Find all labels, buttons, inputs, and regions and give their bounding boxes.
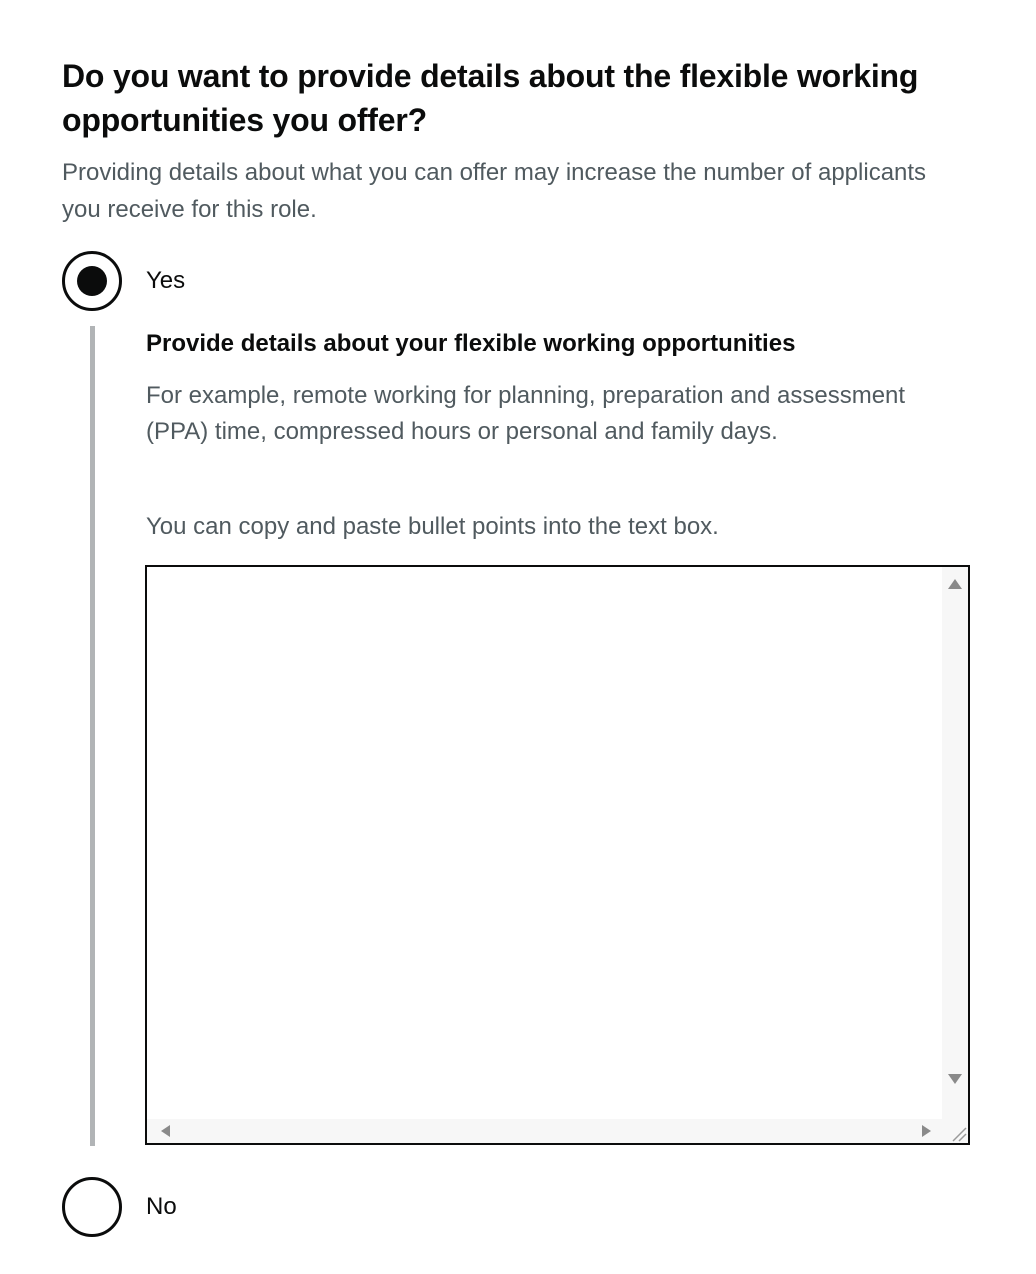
radio-label-yes: Yes: [146, 267, 186, 294]
details-field-hint: For example, remote working for planning, preparation and assessment (PPA) time, compressed hours or personal and family days.: [146, 382, 906, 445]
resize-grip-icon[interactable]: [947, 1122, 967, 1142]
arrow-up-icon[interactable]: [948, 579, 962, 589]
radio-label-no: No: [146, 1193, 177, 1220]
vertical-scrollbar[interactable]: [942, 567, 968, 1119]
scrollbar-corner: [942, 1119, 968, 1143]
details-textarea-container: [145, 565, 970, 1145]
question-hint: Providing details about what you can offer may increase the number of applicants you receive for this role.: [62, 159, 927, 223]
radio-button-yes[interactable]: [62, 251, 122, 311]
conditional-reveal-bar: [90, 326, 95, 1146]
arrow-right-icon[interactable]: [922, 1125, 931, 1137]
radio-option-no[interactable]: [62, 1177, 177, 1237]
arrow-down-icon[interactable]: [948, 1074, 962, 1084]
details-textarea[interactable]: [147, 567, 943, 1119]
details-field-label: Provide details about your flexible working opportunities: [146, 330, 796, 357]
arrow-left-icon[interactable]: [161, 1125, 170, 1137]
horizontal-scrollbar[interactable]: [147, 1119, 942, 1143]
question-heading: Do you want to provide details about the flexible working opportunities you offer?: [62, 58, 919, 138]
radio-button-no[interactable]: [62, 1177, 122, 1237]
radio-option-yes[interactable]: [62, 251, 185, 311]
details-field-hint-bullets: You can copy and paste bullet points into the text box.: [146, 513, 719, 540]
